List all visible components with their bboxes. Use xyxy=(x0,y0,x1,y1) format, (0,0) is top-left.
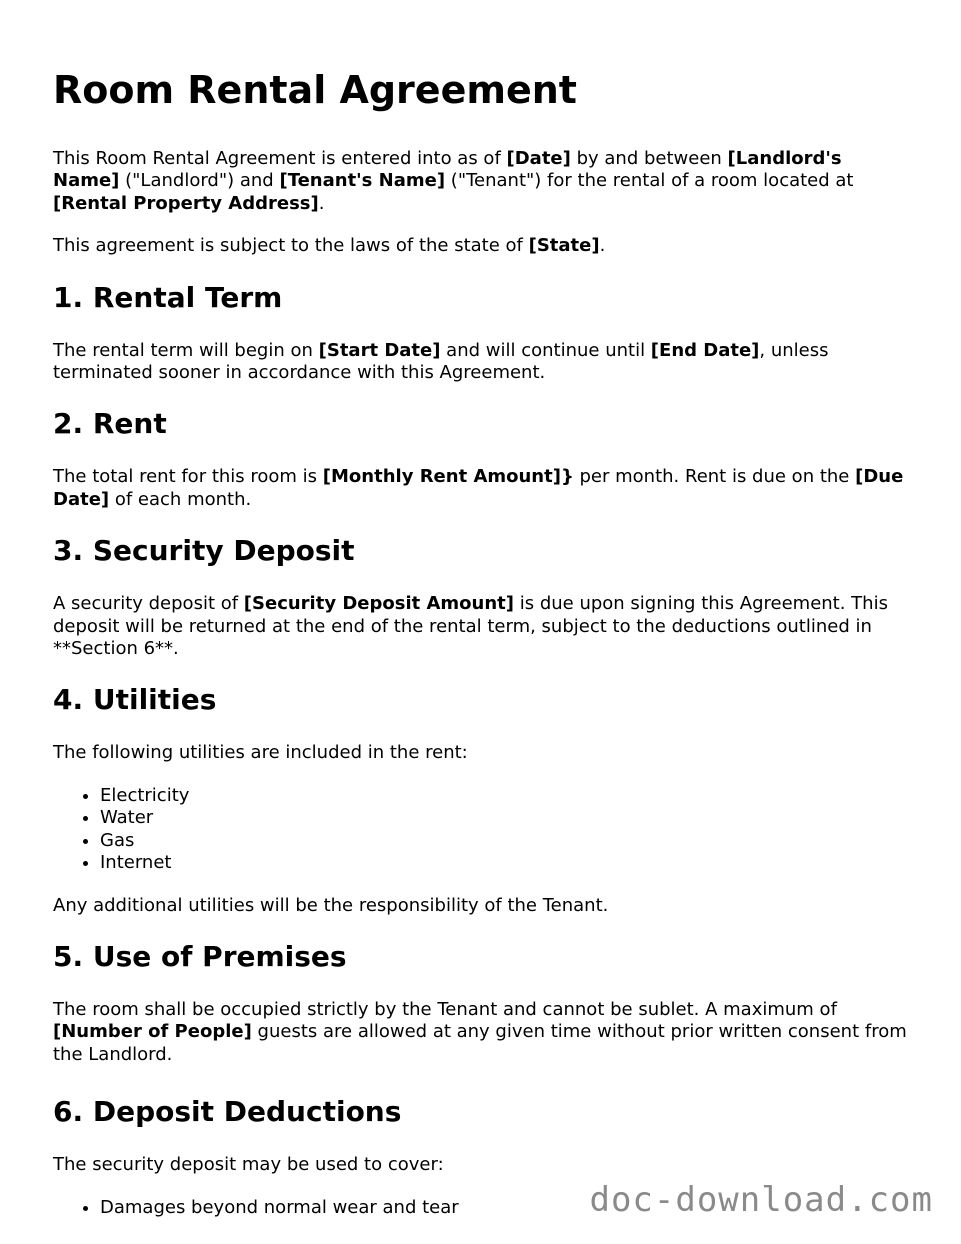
section-heading-rent: 2. Rent xyxy=(53,407,167,441)
governing-law-paragraph: This agreement is subject to the laws of the state of [State]. xyxy=(53,235,606,257)
state-placeholder: [State] xyxy=(528,235,600,257)
section-heading-use-of-premises: 5. Use of Premises xyxy=(53,939,347,973)
intro-paragraph: This Room Rental Agreement is entered into as of [Date] by and between [Landlord's Name] ("Landlord") and [Tenant's Name] ("Tenant") for the rental of a room located at [Rental Property Address]. xyxy=(53,148,854,214)
list-item: • Water xyxy=(100,807,913,829)
list-item: • Internet xyxy=(100,852,913,874)
deposit-amount-placeholder: [Security Deposit Amount] xyxy=(243,593,514,615)
date-placeholder: [Date] xyxy=(506,148,571,169)
document-title: Room Rental Agreement xyxy=(53,68,577,112)
security-deposit-paragraph: A security deposit of [Security Deposit Amount] is due upon signing this Agreement. This deposit will be returned at the end of the rental term, subject to the deductions outlined in **Section 6**. xyxy=(53,593,888,660)
start-date-placeholder: [Start Date] xyxy=(318,339,441,361)
address-placeholder: [Rental Property Address] xyxy=(53,192,319,214)
section-heading-utilities: 4. Utilities xyxy=(53,683,217,717)
due-date-placeholder: [Due Date] xyxy=(53,466,904,510)
document-page xyxy=(53,64,913,1219)
utilities-lead: The following utilities are included in the rent: xyxy=(53,742,468,764)
section-heading-deposit-deductions: 6. Deposit Deductions xyxy=(53,1095,402,1129)
number-of-people-placeholder: [Number of People] xyxy=(53,1021,252,1043)
end-date-placeholder: [End Date] xyxy=(650,339,760,361)
list-item: • Gas xyxy=(100,830,913,852)
section-heading-security-deposit: 3. Security Deposit xyxy=(53,534,355,568)
rent-paragraph: The total rent for this room is [Monthly Rent Amount]} per month. Rent is due on the [Due Date] of each month. xyxy=(53,466,904,510)
tenant-placeholder: [Tenant's Name] xyxy=(279,170,446,192)
deductions-lead: The security deposit may be used to cover: xyxy=(53,1154,444,1176)
list-item: • Electricity xyxy=(100,785,913,807)
monthly-rent-placeholder: [Monthly Rent Amount]} xyxy=(322,466,574,488)
list-item: • Damages beyond normal wear and tear xyxy=(100,1197,913,1219)
section-heading-rental-term: 1. Rental Term xyxy=(53,280,283,314)
utilities-note: Any additional utilities will be the responsibility of the Tenant. xyxy=(53,894,609,916)
premises-paragraph: The room shall be occupied strictly by the Tenant and cannot be sublet. A maximum of [Number of People] guests are allowed at any given time without prior written consent from the Landlord. xyxy=(53,998,907,1065)
landlord-placeholder: [Landlord's Name] xyxy=(53,148,842,192)
watermark-text: doc-download.com xyxy=(589,1180,933,1220)
utilities-list xyxy=(53,785,913,875)
rental-term-paragraph: The rental term will begin on [Start Date] and will continue until [End Date], unless terminated sooner in accordance with this Agreement. xyxy=(53,339,829,384)
